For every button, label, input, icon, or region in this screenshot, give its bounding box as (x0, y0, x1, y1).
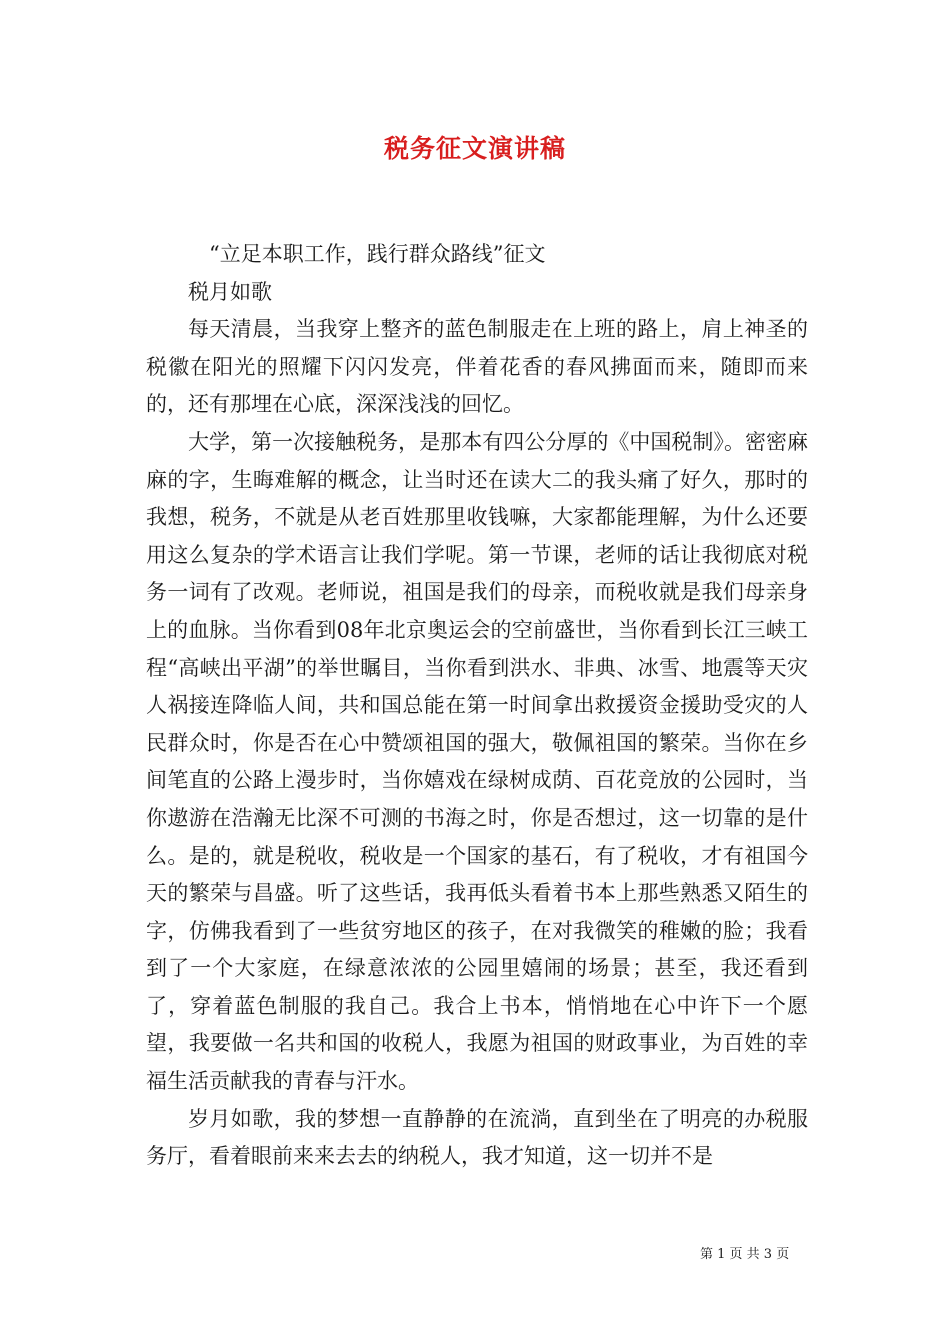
document-title: 税务征文演讲稿 (383, 134, 566, 163)
section-heading: 税月如歌 (188, 279, 272, 304)
paragraph-1: 每天清晨，当我穿上整齐的蓝色制服走在上班的路上，肩上神圣的税徽在阳光的照耀下闪闪发亮，伴着花香的春风拂面而来，随即而来的，还有那埋在心底，深深浅浅的回忆。 (146, 317, 808, 417)
page-number-footer: 第 1 页 共 3 页 (700, 1247, 790, 1262)
document-body (146, 236, 808, 1176)
document-subtitle: “立足本职工作，践行群众路线”征文 (209, 242, 546, 266)
paragraph-3: 岁月如歌，我的梦想一直静静的在流淌，直到坐在了明亮的办税服务厅，看着眼前来来去去的纳税人，我才知道，这一切并不是 (146, 1106, 808, 1169)
paragraph-2: 大学，第一次接触税务，是那本有四公分厚的《中国税制》。密密麻麻的字，生晦难解的概念，让当时还在读大二的我头痛了好久，那时的我想，税务，不就是从老百姓那里收钱嘛，大家都能理解，为什么还要用这么复杂的学术语言让我们学呢。第一节课，老师的话让我彻底对税务一词有了改观。老师说，祖国是我们的母亲，而税收就是我们母亲身上的血脉。当你看到08年北京奥运会的空前盛世，当你看到长江三峡工程“高峡出平湖”的举世瞩目，当你看到洪水、非典、冰雪、地震等天灾人祸接连降临人间，共和国总能在第一时间拿出救援资金援助受灾的人民群众时，你是否在心中赞颂祖国的强大，敬佩祖国的繁荣。当你在乡间笔直的公路上漫步时，当你嬉戏在绿树成荫、百花竞放的公园时，当你遨游在浩瀚无比深不可测的书海之时，你是否想过，这一切靠的是什么。是的，就是税收，税收是一个国家的基石，有了税收，才有祖国今天的繁荣与昌盛。听了这些话，我再低头看着书本上那些熟悉又陌生的字，仿佛我看到了一些贫穷地区的孩子，在对我微笑的稚嫩的脸；我看到了一个大家庭，在绿意浓浓的公园里嬉闹的场景；甚至，我还看到了，穿着蓝色制服的我自己。我合上书本，悄悄地在心中许下一个愿望，我要做一名共和国的收税人，我愿为祖国的财政事业，为百姓的幸福生活贡献我的青春与汗水。 (146, 429, 808, 1094)
